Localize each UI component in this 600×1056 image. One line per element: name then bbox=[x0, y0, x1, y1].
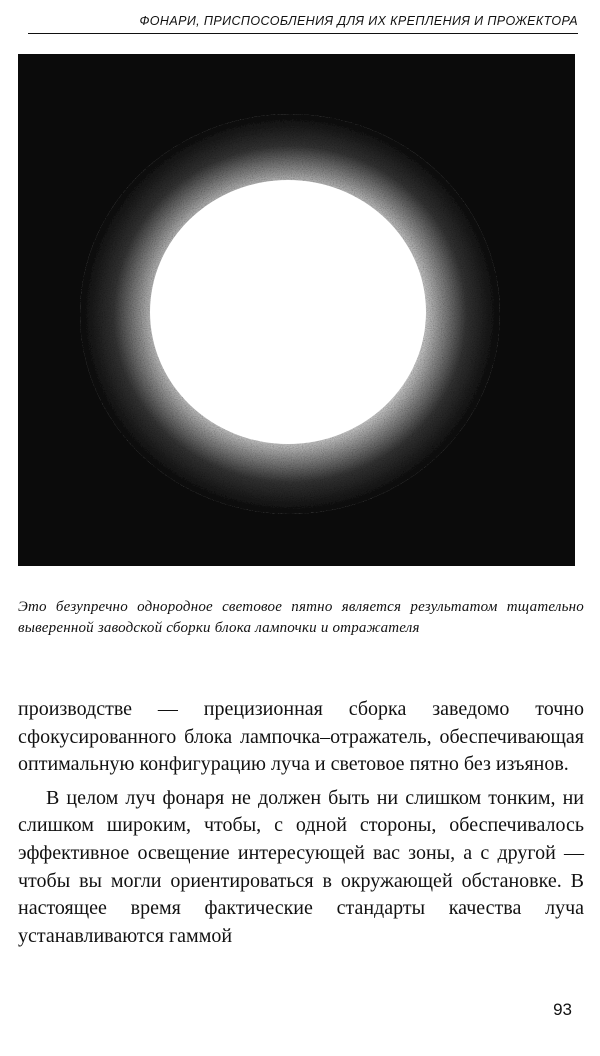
light-spot-photo-icon bbox=[18, 54, 575, 566]
running-header: ФОНАРИ, ПРИСПОСОБЛЕНИЯ ДЛЯ ИХ КРЕПЛЕНИЯ И ПРОЖЕКТОРА bbox=[139, 14, 578, 28]
page-number: 93 bbox=[553, 1000, 572, 1019]
light-spot-photo bbox=[18, 54, 575, 566]
figure-caption: Это безупречно однородное световое пятно является результатом тщательно выверенной заводской сборки блока лампочки и отражателя bbox=[18, 599, 584, 636]
paragraph: В целом луч фонаря не должен быть ни слишком тонким, ни слишком широким, чтобы, с одной стороны, обеспечивалось эффективное освещение интересующей вас зоны, а с другой — чтобы вы могли ориентироваться в окружающей обстановке. В настоящее время фактические стандарты качества луча устанавливаются гаммой bbox=[18, 786, 584, 947]
header-rule bbox=[28, 33, 578, 34]
body-text bbox=[18, 696, 584, 950]
paragraph: производстве — прецизионная сборка заведомо точно сфокусированного блока лампочка–отражатель, обеспечивающая оптимальную конфигурацию луча и световое пятно без изъянов. bbox=[18, 698, 584, 776]
